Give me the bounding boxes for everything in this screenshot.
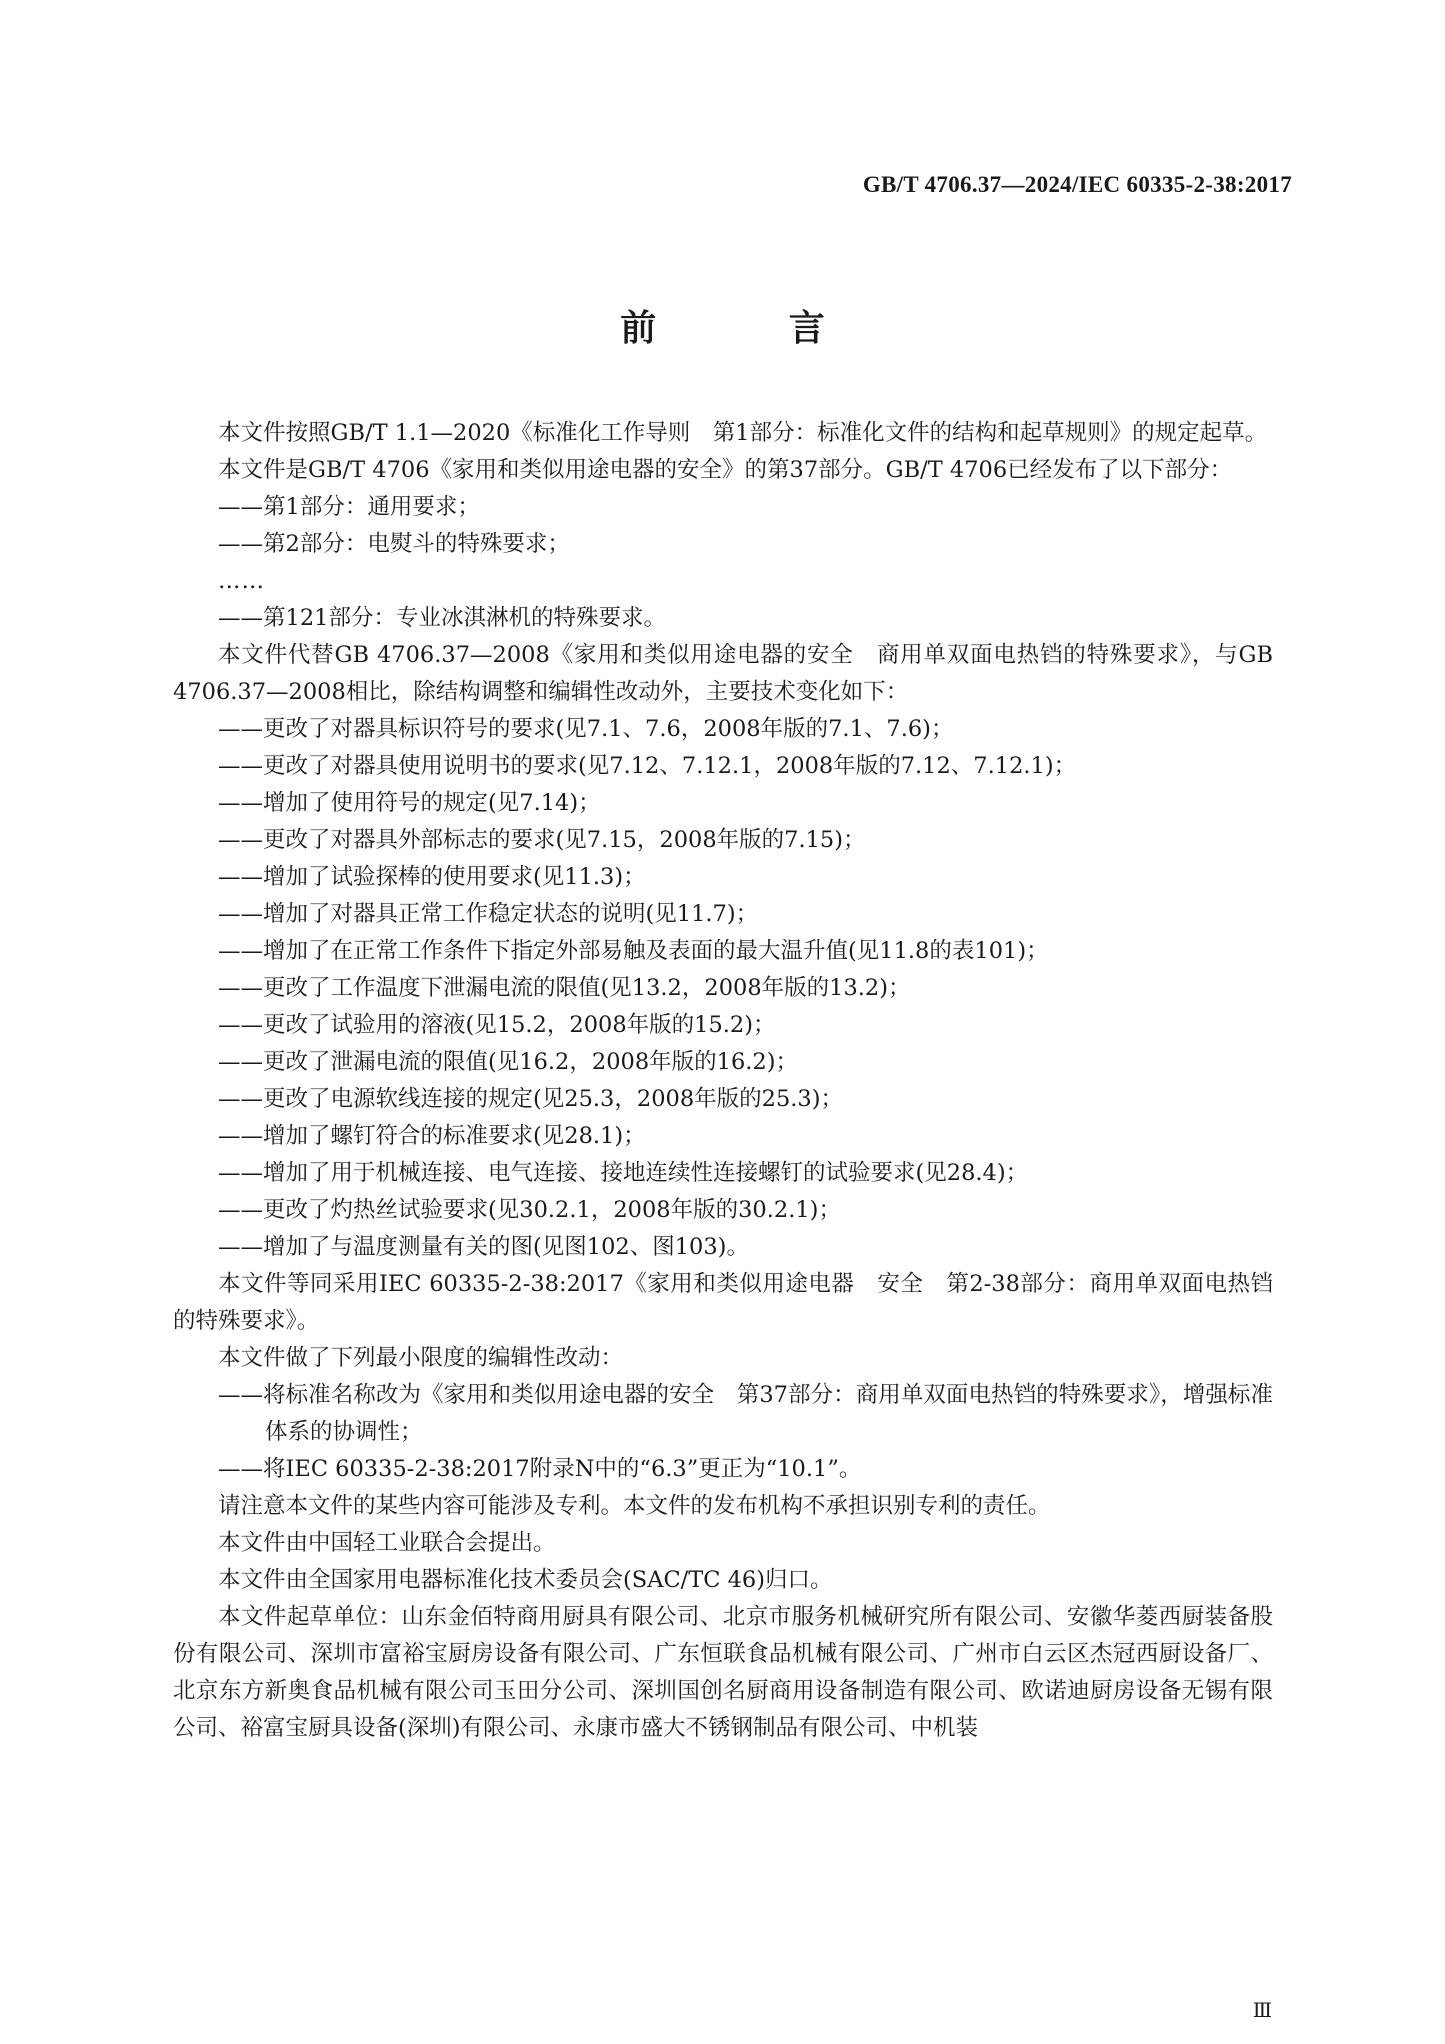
paragraph: 本文件由中国轻工业联合会提出。 [218, 1530, 556, 1556]
list-item: ——更改了灼热丝试验要求(见30.2.1，2008年版的30.2.1)； [218, 1197, 841, 1223]
paragraph: 本文件按照GB/T 1.1—2020《标准化工作导则 第1部分：标准化文件的结构和起草规则》的规定起草。 [218, 420, 1268, 446]
paragraph: 本文件等同采用IEC 60335-2-38:2017《家用和类似用途电器 安全 第2-38部分：商用单双面电热铛的特殊要求》。 [173, 1271, 1273, 1334]
paragraph: 本文件起草单位：山东金佰特商用厨具有限公司、北京市服务机械研究所有限公司、安徽华菱西厨装备股份有限公司、深圳市富裕宝厨房设备有限公司、广东恒联食品机械有限公司、广州市白云区杰冠西厨设备厂、北京东方新奥食品机械有限公司玉田分公司、深圳国创名厨商用设备制造有限公司、欧诺迪厨房设备无锡有限公司、裕富宝厨具设备(深圳)有限公司、永康市盛大不锈钢制品有限公司、中机装 [173, 1604, 1273, 1741]
ellipsis-line: …… [218, 568, 265, 594]
list-item: ——更改了对器具标识符号的要求(见7.1、7.6，2008年版的7.1、7.6)； [218, 716, 954, 742]
list-item: ——更改了对器具外部标志的要求(见7.15，2008年版的7.15)； [218, 827, 866, 853]
paragraph: 本文件代替GB 4706.37—2008《家用和类似用途电器的安全 商用单双面电热铛的特殊要求》，与GB 4706.37—2008相比，除结构调整和编辑性改动外，主要技术变化如下： [173, 642, 1273, 705]
paragraph: 本文件由全国家用电器标准化技术委员会(SAC/TC 46)归口。 [218, 1567, 833, 1593]
list-item: ——更改了试验用的溶液(见15.2，2008年版的15.2)； [218, 1012, 776, 1038]
list-item: ——增加了螺钉符合的标准要求(见28.1)； [218, 1123, 646, 1149]
list-item: ——更改了工作温度下泄漏电流的限值(见13.2，2008年版的13.2)； [218, 975, 911, 1001]
list-item: ——更改了对器具使用说明书的要求(见7.12、7.12.1，2008年版的7.12、7.12.1)； [218, 753, 1077, 779]
list-item: ——将IEC 60335-2-38:2017附录N中的“6.3”更正为“10.1”。 [218, 1456, 862, 1482]
list-item: ——增加了使用符号的规定(见7.14)； [218, 790, 601, 816]
list-item: ——第1部分：通用要求； [218, 494, 480, 520]
list-item: ——增加了试验探棒的使用要求(见11.3)； [218, 864, 646, 890]
list-item: ——增加了与温度测量有关的图(见图102、图103)。 [218, 1234, 749, 1260]
paragraph: 本文件是GB/T 4706《家用和类似用途电器的安全》的第37部分。GB/T 4706已经发布了以下部分： [218, 457, 1233, 483]
list-item: ——将标准名称改为《家用和类似用途电器的安全 第37部分：商用单双面电热铛的特殊要求》，增强标准体系的协调性； [218, 1382, 1273, 1445]
page-title: 前 言 [620, 308, 885, 349]
list-item: ——第2部分：电熨斗的特殊要求； [218, 531, 570, 557]
list-item: ——增加了对器具正常工作稳定状态的说明(见11.7)； [218, 901, 759, 927]
list-item: ——增加了在正常工作条件下指定外部易触及表面的最大温升值(见11.8的表101)； [218, 938, 1049, 964]
list-item: ——增加了用于机械连接、电气连接、接地连续性连接螺钉的试验要求(见28.4)； [218, 1160, 1029, 1186]
paragraph: 本文件做了下列最小限度的编辑性改动： [218, 1345, 624, 1371]
paragraph: 请注意本文件的某些内容可能涉及专利。本文件的发布机构不承担识别专利的责任。 [218, 1493, 1051, 1519]
list-item: ——更改了泄漏电流的限值(见16.2，2008年版的16.2)； [218, 1049, 799, 1075]
list-item: ——更改了电源软线连接的规定(见25.3，2008年版的25.3)； [218, 1086, 844, 1112]
standard-number: GB/T 4706.37—2024/IEC 60335-2-38:2017 [862, 172, 1292, 197]
page-number: Ⅲ [1252, 2000, 1272, 2022]
document-body [173, 415, 1273, 1747]
list-item: ——第121部分：专业冰淇淋机的特殊要求。 [218, 605, 666, 631]
